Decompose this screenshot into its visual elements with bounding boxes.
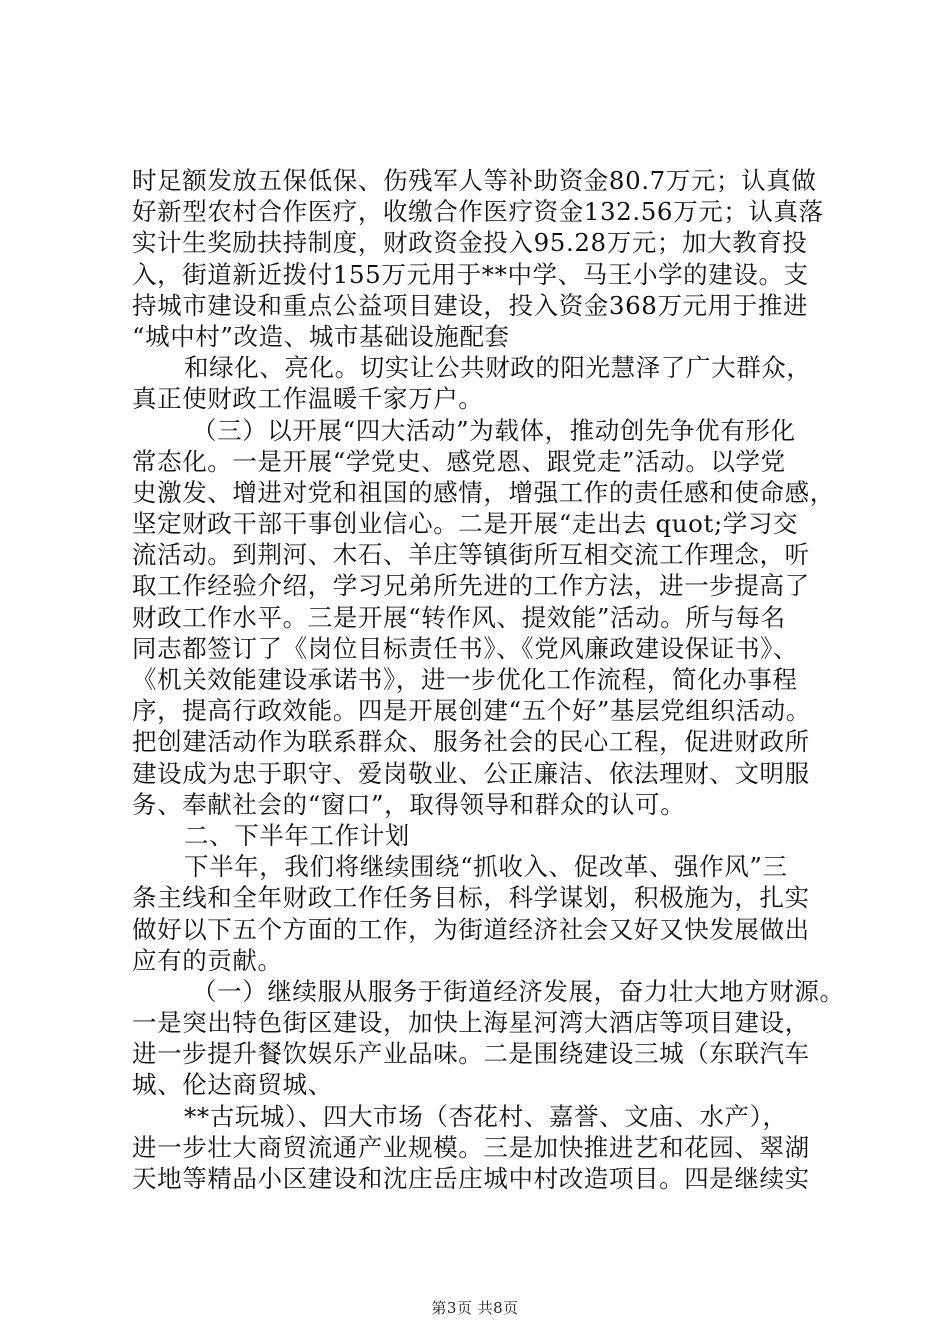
text-line: 进一步提升餐饮娱乐产业品味。二是围绕建设三城（东联汽车 [132,1039,810,1069]
text-line: 史激发、增进对党和祖国的感情，增强工作的责任感和使命感， [132,477,835,507]
text-line: 时足额发放五保低保、伤残军人等补助资金80.7万元；认真做 [132,166,817,195]
text-line: 做好以下五个方面的工作，为街道经济社会又好又快发展做出 [132,914,810,944]
text-line: 流活动。到荆河、木石、羊庄等镇街所互相交流工作理念，听 [132,540,810,570]
text-line: 持城市建设和重点公益项目建设，投入资金368万元用于推进 [132,290,809,320]
text-line: 取工作经验介绍，学习兄弟所先进的工作方法，进一步提高了 [132,571,810,601]
text-line: （一）继续服从服务于街道经济发展，奋力壮大地方财源。 [192,976,845,1006]
text-line: 同志都签订了《岗位目标责任书》、《党风廉政建设保证书》、 [132,633,799,663]
text-line: “城中村”改造、城市基础设施配套 [132,321,510,351]
text-line: 常态化。一是开展“学党史、感党恩、跟党走”活动。以学党 [132,446,786,476]
page-number: 第3页 共8页 [431,1299,519,1317]
text-line: 应有的贡献。 [132,945,283,975]
text-line: 真正使财政工作温暖千家万户。 [132,384,484,414]
text-line: 入，街道新近拨付155万元用于**中学、马王小学的建设。支 [132,259,809,289]
text-line: 进一步壮大商贸流通产业规模。三是加快推进艺和花园、翠湖 [132,1132,810,1162]
text-line: 务、奉献社会的“窗口”，取得领导和群众的认可。 [132,789,686,819]
text-line: **古玩城）、四大市场（杏花村、嘉誉、文庙、水产）， [184,1101,788,1131]
text-line: 财政工作水平。三是开展“转作风、提效能”活动。所与每名 [132,602,786,632]
section-heading: 二、下半年工作计划 [184,820,410,850]
text-line: 天地等精品小区建设和沈庄岳庄城中村改造项目。四是继续实 [132,1164,810,1193]
text-line: 实计生奖励扶持制度，财政资金投入95.28万元；加大教育投 [132,228,808,258]
text-line: 下半年，我们将继续围绕“抓收入、促改革、强作风”三 [184,852,788,882]
text-line: 把创建活动作为联系群众、服务社会的民心工程，促进财政所 [132,727,810,757]
text-line: 建设成为忠于职守、爱岗敬业、公正廉洁、依法理财、文明服 [132,758,810,788]
text-line: 城、伦达商贸城、 [132,1070,333,1100]
text-line: 和绿化、亮化。切实让公共财政的阳光慧泽了广大群众， [184,353,812,383]
text-line: 坚定财政干部干事创业信心。二是开展“走出去 quot;学习交 [132,509,799,539]
text-line: 序，提高行政效能。四是开展创建“五个好”基层党组织活动。 [132,696,811,726]
text-line: 一是突出特色街区建设，加快上海星河湾大酒店等项目建设， [132,1008,810,1038]
text-line: 条主线和全年财政工作任务目标，科学谋划，积极施为，扎实 [132,883,810,913]
text-line: 《机关效能建设承诺书》，进一步优化工作流程，简化办事程 [132,665,798,694]
document-body [132,165,845,1194]
text-line: 好新型农村合作医疗，收缴合作医疗资金132.56万元；认真落 [132,197,824,227]
text-line: （三）以开展“四大活动”为载体，推动创先争优有形化 [192,415,796,445]
